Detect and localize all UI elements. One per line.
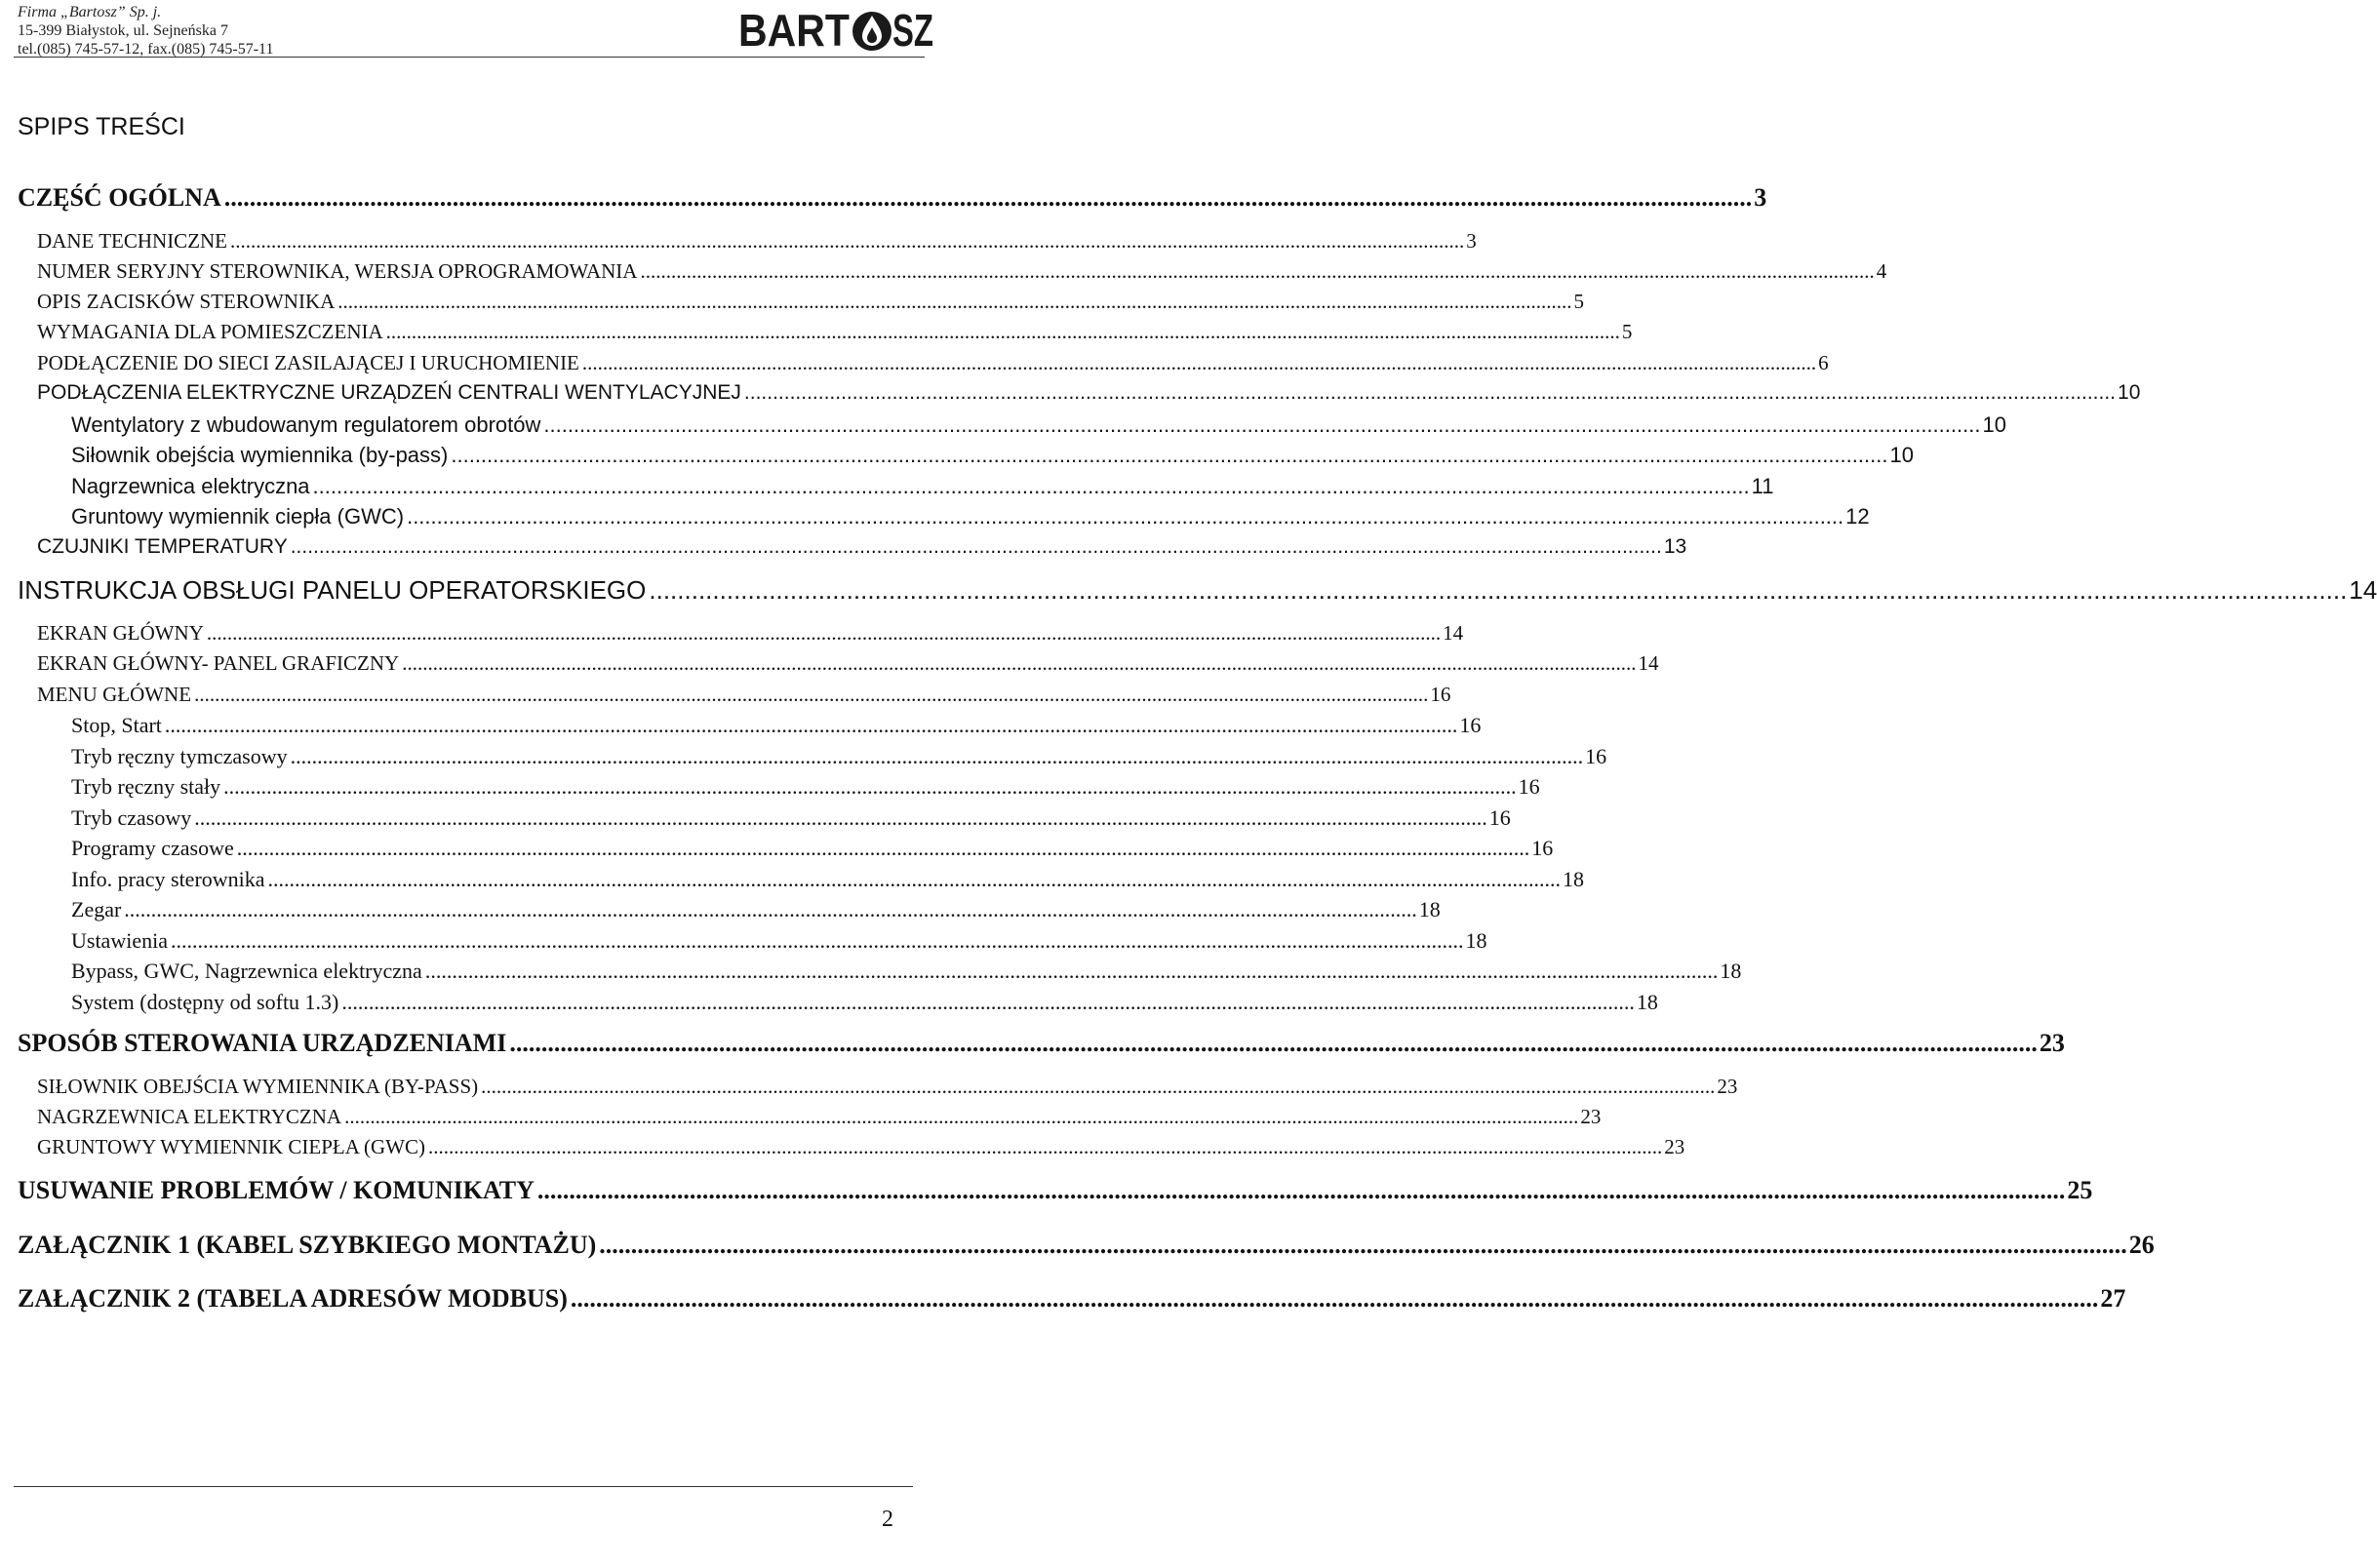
toc-entry[interactable] xyxy=(0,183,1767,213)
toc-entry-title: SPOSÓB STEROWANIA URZĄDZENIAMI xyxy=(18,1029,507,1057)
toc-entry-page: 26 xyxy=(2128,1231,2155,1259)
toc-entry-page: 16 xyxy=(1518,774,1540,799)
toc-entry-page: 18 xyxy=(1563,867,1585,891)
toc-entry[interactable] xyxy=(0,683,1451,707)
toc-entry[interactable] xyxy=(0,229,1477,254)
toc-entry-page: 11 xyxy=(1751,474,1774,498)
toc-dot-leader xyxy=(640,259,1874,284)
toc-entry-page: 14 xyxy=(2349,575,2377,605)
toc-entry[interactable] xyxy=(0,351,1829,375)
toc-dot-leader xyxy=(194,805,1487,831)
toc-entry-page: 16 xyxy=(1488,805,1511,830)
toc-entry[interactable] xyxy=(0,1105,1602,1129)
toc-entry[interactable] xyxy=(0,805,1511,831)
toc-entry[interactable] xyxy=(0,990,1658,1015)
company-address: 15-399 Białystok, ul. Sejneńska 7 xyxy=(18,22,228,39)
toc-dot-leader xyxy=(313,474,1750,499)
toc-dot-leader xyxy=(337,290,1571,314)
toc-dot-leader xyxy=(649,575,2347,606)
toc-entry-title: ZAŁĄCZNIK 1 (KABEL SZYBKIEGO MONTAŻU) xyxy=(18,1231,597,1259)
toc-entry[interactable] xyxy=(0,412,2006,438)
toc-dot-leader xyxy=(402,651,1636,676)
toc-dot-leader xyxy=(124,897,1417,922)
toc-entry-page: 5 xyxy=(1621,320,1633,343)
toc-entry[interactable] xyxy=(0,1176,2093,1205)
toc-entry[interactable] xyxy=(0,290,1585,314)
toc-dot-leader xyxy=(291,535,1662,559)
toc-entry-title: GRUNTOWY WYMIENNIK CIEPŁA (GWC) xyxy=(37,1135,425,1158)
toc-entry-title: Stop, Start xyxy=(71,713,162,737)
toc-entry[interactable] xyxy=(0,1135,1685,1159)
toc-entry-title: Zegar xyxy=(71,897,122,921)
toc-entry[interactable] xyxy=(0,959,1742,984)
company-header xyxy=(18,3,273,59)
toc-entry-page: 23 xyxy=(1717,1075,1738,1098)
toc-entry[interactable] xyxy=(0,1029,2065,1058)
toc-entry[interactable] xyxy=(0,713,1482,738)
flame-icon xyxy=(852,12,891,51)
toc-entry[interactable] xyxy=(0,836,1554,861)
toc-dot-leader xyxy=(537,1176,2066,1205)
toc-entry[interactable] xyxy=(0,259,1887,284)
toc-entry-title: USUWANIE PROBLEMÓW / KOMUNIKATY xyxy=(18,1176,535,1204)
toc-entry[interactable] xyxy=(0,867,1585,892)
toc-dot-leader xyxy=(582,351,1816,375)
toc-entry-title: Siłownik obejścia wymiennika (by-pass) xyxy=(71,443,449,467)
toc-dot-leader xyxy=(386,320,1620,344)
toc-entry-title: EKRAN GŁÓWNY xyxy=(37,621,204,645)
toc-dot-leader xyxy=(744,381,2116,405)
toc-dot-leader xyxy=(223,774,1517,800)
toc-entry-page: 3 xyxy=(1466,229,1477,253)
toc-entry-page: 16 xyxy=(1459,713,1482,737)
toc-entry-page: 27 xyxy=(2100,1284,2126,1313)
toc-dot-leader xyxy=(509,1029,2038,1058)
toc-entry[interactable] xyxy=(0,1231,2155,1260)
toc-entry[interactable] xyxy=(0,928,1487,954)
bartosz-logo xyxy=(738,4,933,57)
toc-entry[interactable] xyxy=(0,744,1607,769)
toc-entry-page: 23 xyxy=(1580,1105,1602,1128)
toc-dot-leader xyxy=(425,959,1719,984)
toc-entry[interactable] xyxy=(0,621,1464,646)
toc-entry-page: 10 xyxy=(2118,381,2141,404)
toc-dot-leader xyxy=(237,836,1530,861)
toc-entry-title: Gruntowy wymiennik ciepła (GWC) xyxy=(71,504,405,529)
toc-dot-leader xyxy=(268,867,1562,892)
toc-dot-leader xyxy=(571,1284,2099,1313)
toc-entry-title: Tryb ręczny tymczasowy xyxy=(71,744,288,768)
toc-entry[interactable] xyxy=(0,651,1659,676)
toc-entry-page: 18 xyxy=(1720,959,1742,983)
toc-entry[interactable] xyxy=(0,474,1774,499)
toc-dot-leader xyxy=(428,1135,1662,1159)
toc-entry-title: PODŁĄCZENIE DO SIECI ZASILAJĄCEJ I URUCHOMIENIE xyxy=(37,351,579,374)
toc-entry[interactable] xyxy=(0,320,1633,344)
toc-dot-leader xyxy=(341,990,1635,1015)
toc-entry[interactable] xyxy=(0,897,1441,922)
toc-entry-title: INSTRUKCJA OBSŁUGI PANELU OPERATORSKIEGO xyxy=(18,575,647,605)
toc-entry-page: 5 xyxy=(1573,290,1585,313)
toc-entry-title: Info. pracy sterownika xyxy=(71,867,265,891)
toc-entry-title: Ustawienia xyxy=(71,928,168,953)
toc-entry-page: 10 xyxy=(1982,412,2006,437)
toc-entry-title: MENU GŁÓWNE xyxy=(37,683,192,706)
toc-dot-leader xyxy=(207,621,1441,646)
toc-dot-leader xyxy=(344,1105,1578,1129)
toc-entry-title: Bypass, GWC, Nagrzewnica elektryczna xyxy=(71,959,422,983)
toc-entry[interactable] xyxy=(0,504,1870,529)
toc-entry-title: ZAŁĄCZNIK 2 (TABELA ADRESÓW MODBUS) xyxy=(18,1284,568,1313)
toc-entry-page: 18 xyxy=(1418,897,1441,921)
page-number: 2 xyxy=(882,1507,893,1532)
toc-entry-title: Tryb ręczny stały xyxy=(71,774,221,799)
toc-entry-title: PODŁĄCZENIA ELEKTRYCZNE URZĄDZEŃ CENTRALI WENTYLACYJNEJ xyxy=(37,381,741,404)
svg-text:SZ: SZ xyxy=(892,5,933,56)
toc-entry-page: 13 xyxy=(1663,535,1687,558)
toc-dot-leader xyxy=(171,928,1464,954)
toc-entry[interactable] xyxy=(0,1284,2126,1313)
toc-entry-title: DANE TECHNICZNE xyxy=(37,229,228,253)
toc-entry-title: Nagrzewnica elektryczna xyxy=(71,474,310,498)
toc-entry-page: 10 xyxy=(1889,443,1914,467)
toc-entry-page: 14 xyxy=(1638,651,1659,675)
toc-entry-page: 6 xyxy=(1818,351,1829,374)
toc-entry-title: EKRAN GŁÓWNY- PANEL GRAFICZNY xyxy=(37,651,400,675)
toc-entry-title: OPIS ZACISKÓW STEROWNIKA xyxy=(37,290,336,313)
toc-entry-title: Wentylatory z wbudowanym regulatorem obrotów xyxy=(71,412,541,437)
toc-entry-title: SIŁOWNIK OBEJŚCIA WYMIENNIKA (BY-PASS) xyxy=(37,1075,479,1098)
toc-entry[interactable] xyxy=(0,535,1687,559)
toc-entry[interactable] xyxy=(0,774,1540,800)
toc-entry-title: NAGRZEWNICA ELEKTRYCZNA xyxy=(37,1105,342,1128)
toc-entry-page: 16 xyxy=(1585,744,1607,768)
toc-entry[interactable] xyxy=(0,381,2141,405)
header-divider xyxy=(14,57,925,58)
toc-entry-page: 23 xyxy=(1664,1135,1685,1158)
toc-entry-page: 18 xyxy=(1465,928,1487,953)
toc-dot-leader xyxy=(230,229,1464,254)
toc-entry-page: 23 xyxy=(2039,1029,2065,1057)
company-name: Firma „Bartosz” Sp. j. xyxy=(18,4,162,20)
toc-entry-title: WYMAGANIA DLA POMIESZCZENIA xyxy=(37,320,383,343)
toc-entry-title: Programy czasowe xyxy=(71,836,234,860)
toc-entry-page: 3 xyxy=(1754,183,1767,212)
footer-divider xyxy=(14,1486,913,1487)
toc-dot-leader xyxy=(165,713,1458,738)
toc-dot-leader xyxy=(407,504,1843,529)
toc-entry-title: System (dostępny od softu 1.3) xyxy=(71,990,339,1014)
toc-entry-page: 16 xyxy=(1430,683,1451,706)
toc-entry-title: Tryb czasowy xyxy=(71,805,192,830)
toc-entry-page: 4 xyxy=(1876,259,1887,283)
toc-entry-page: 18 xyxy=(1636,990,1658,1014)
toc-entry[interactable] xyxy=(0,1075,1738,1099)
toc-entry-page: 14 xyxy=(1443,621,1464,645)
toc-entry-page: 12 xyxy=(1845,504,1870,529)
toc-dot-leader xyxy=(451,443,1887,468)
toc-dot-leader xyxy=(194,683,1428,707)
page-title: SPIPS TREŚCI xyxy=(18,113,185,140)
toc-dot-leader xyxy=(543,412,1980,438)
toc-dot-leader xyxy=(224,183,1753,213)
toc-entry-title: CZUJNIKI TEMPERATURY xyxy=(37,535,288,558)
toc-entry[interactable] xyxy=(0,443,1914,468)
svg-text:BART: BART xyxy=(738,5,850,56)
toc-entry[interactable] xyxy=(0,575,2377,606)
company-phones: tel.(085) 745-57-12, fax.(085) 745-57-11 xyxy=(18,41,274,58)
toc-dot-leader xyxy=(481,1075,1715,1099)
toc-entry-page: 25 xyxy=(2067,1176,2093,1204)
toc-entry-title: CZĘŚĆ OGÓLNA xyxy=(18,183,221,212)
toc-entry-title: NUMER SERYJNY STEROWNIKA, WERSJA OPROGRAMOWANIA xyxy=(37,259,638,283)
toc-entry-page: 16 xyxy=(1531,836,1554,860)
toc-dot-leader xyxy=(599,1231,2127,1260)
toc-dot-leader xyxy=(291,744,1584,769)
